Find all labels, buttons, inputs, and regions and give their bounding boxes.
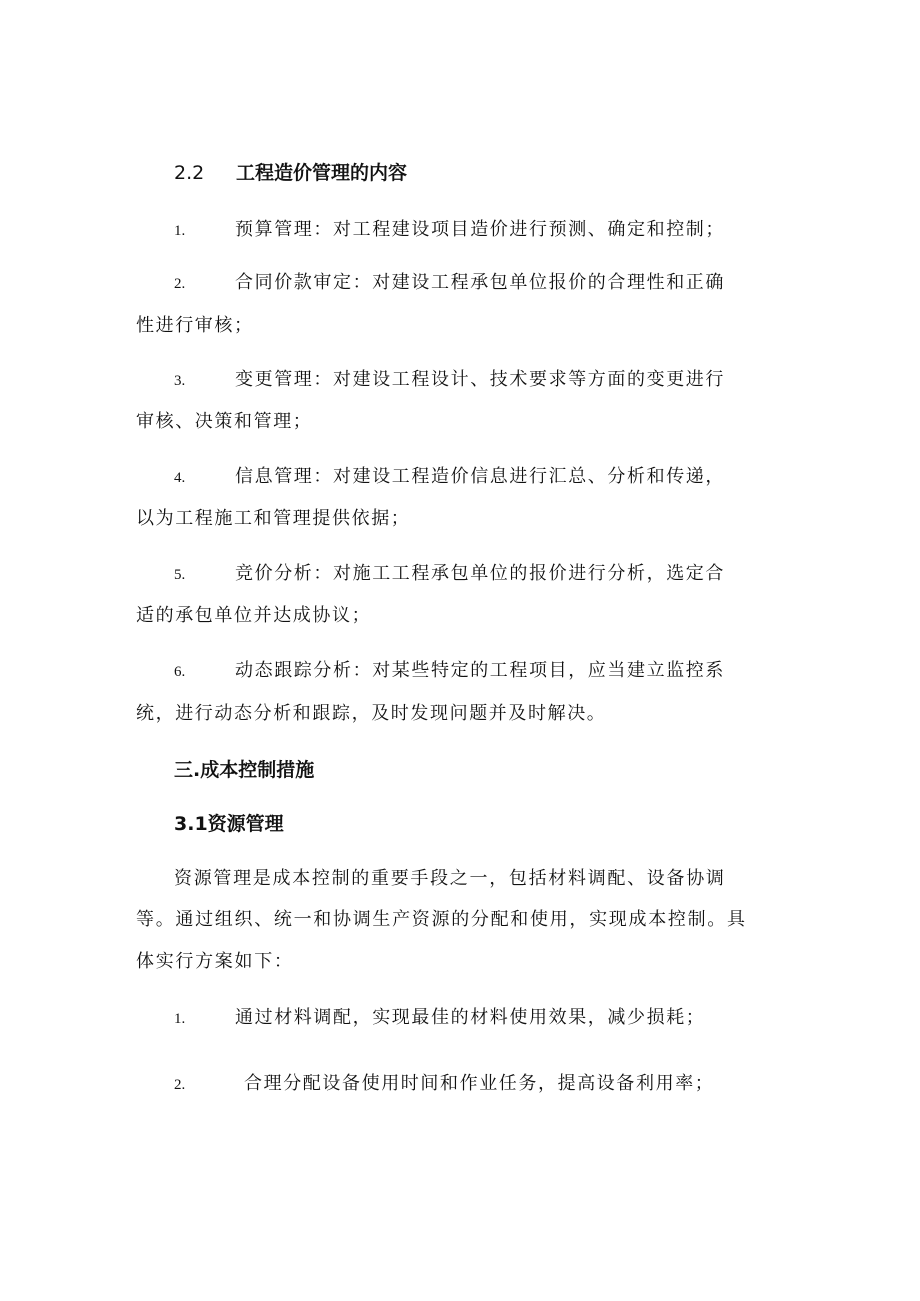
- list-number: 2.: [174, 1077, 186, 1093]
- list-text-line: 通过材料调配，实现最佳的材料使用效果，减少损耗；: [235, 1007, 706, 1028]
- list-text-line: 信息管理：对建设工程造价信息进行汇总、分析和传递，: [235, 466, 725, 487]
- list-text-line: 以为工程施工和管理提供依据；: [136, 508, 411, 529]
- section-title: 工程造价管理的内容: [236, 162, 408, 184]
- list-number: 4.: [174, 470, 186, 486]
- list-text-line: 统，进行动态分析和跟踪，及时发现问题并及时解决。: [136, 703, 607, 724]
- list-text-line: 合同价款审定：对建设工程承包单位报价的合理性和正确: [235, 272, 725, 293]
- section-3-1-heading: 3.1资源管理: [174, 813, 284, 835]
- list-text-line: 竞价分析：对施工工程承包单位的报价进行分析，选定合: [235, 563, 725, 584]
- list-text-line: 预算管理：对工程建设项目造价进行预测、确定和控制；: [235, 219, 725, 240]
- list-text-line: 动态跟踪分析：对某些特定的工程项目，应当建立监控系: [235, 660, 725, 681]
- list-number: 2.: [174, 276, 186, 292]
- list-number: 1.: [174, 223, 186, 239]
- list-number: 5.: [174, 567, 186, 583]
- section-2-2-heading: [174, 160, 407, 186]
- list-text-line: 审核、决策和管理；: [136, 411, 313, 432]
- paragraph-line: 资源管理是成本控制的重要手段之一，包括材料调配、设备协调: [174, 868, 726, 889]
- paragraph-line: 等。通过组织、统一和协调生产资源的分配和使用，实现成本控制。具: [136, 909, 747, 930]
- list-number: 1.: [174, 1011, 186, 1027]
- section-number: 2.2: [174, 162, 205, 184]
- list-text-line: 性进行审核；: [136, 315, 254, 336]
- section-3-heading: 三.成本控制措施: [174, 759, 315, 781]
- list-text-line: 合理分配设备使用时间和作业任务，提高设备利用率；: [244, 1073, 715, 1094]
- list-text-line: 适的承包单位并达成协议；: [136, 605, 372, 626]
- paragraph-line: 体实行方案如下：: [136, 951, 294, 972]
- list-number: 6.: [174, 664, 186, 680]
- list-text-line: 变更管理：对建设工程设计、技术要求等方面的变更进行: [235, 369, 725, 390]
- list-number: 3.: [174, 373, 186, 389]
